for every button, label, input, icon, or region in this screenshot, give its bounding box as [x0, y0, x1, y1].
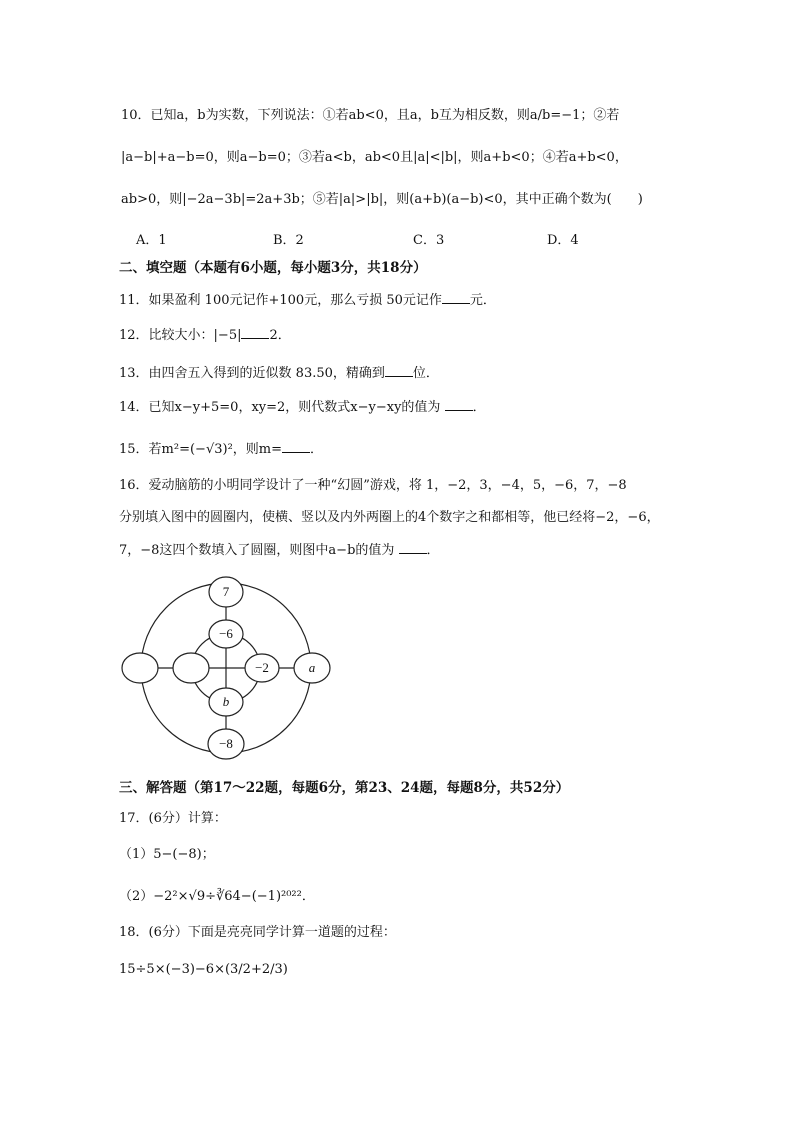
q10-option-d: D．4 — [547, 233, 579, 248]
q13-suffix: 位． — [412, 366, 439, 381]
q12 — [119, 327, 291, 344]
q15-text: 15．若m²=(−√3)²，则m= — [119, 442, 282, 457]
q14-text: 14．已知x−y+5=0，xy=2，则代数式x−y−xy的值为 — [119, 400, 441, 415]
q12-blank — [241, 327, 269, 339]
q16-suffix: ． — [426, 543, 440, 558]
q17-part2: （2）−2²×√9÷∛64−(−1)²⁰²²． — [119, 889, 315, 904]
q16-line2: 分别填入图中的圆圈内，使横、竖以及内外两圈上的4个数字之和都相等，他已经将−2，−6， — [119, 510, 660, 525]
q16-text: 7，−8这四个数填入了圆圈，则图中a−b的值为 — [119, 543, 395, 558]
magic-circle-figure — [118, 572, 338, 762]
node-left-inner — [173, 653, 209, 683]
q18-title: 18．(6分）下面是亮亮同学计算一道题的过程： — [119, 925, 396, 940]
q13-text: 13．由四舍五入得到的近似数 83.50，精确到 — [119, 366, 385, 381]
q10-option-c: C．3 — [413, 233, 445, 248]
q12-suffix: 2． — [269, 328, 291, 343]
q16-blank — [399, 542, 427, 554]
label-top-outer: 7 — [222, 583, 230, 599]
q10-option-a: A．1 — [136, 233, 167, 248]
label-top-inner: −6 — [219, 625, 233, 641]
q10-line2: |a−b|+a−b=0，则a−b=0；③若a<b，ab<0且|a|<|b|，则a+b<0；④若a+b<0， — [121, 150, 628, 165]
label-bottom-outer: −8 — [219, 735, 233, 751]
q16-line3 — [119, 542, 440, 559]
section3-title: 三、解答题（第17～22题，每题6分，第23、24题，每题8分，共52分） — [119, 780, 570, 796]
section2-title: 二、填空题（本题有6小题，每小题3分，共18分） — [119, 260, 427, 276]
q14-blank — [445, 399, 473, 411]
q15-suffix: ． — [310, 442, 324, 457]
q11 — [119, 292, 496, 309]
label-right-inner: −2 — [255, 659, 269, 675]
q17-title: 17．(6分）计算： — [119, 811, 227, 826]
q10-line3: ab>0，则|−2a−3b|=2a+3b；⑤若|a|>|b|，则(a+b)(a−b)<0，其中正确个数为( ) — [121, 192, 643, 207]
q15-blank — [282, 441, 310, 453]
q10-line1: 10．已知a，b为实数，下列说法：①若ab<0，且a，b互为相反数，则a/b=−1；②若 — [121, 108, 620, 123]
q11-blank — [442, 292, 470, 304]
q16-line1: 16．爱动脑筋的小明同学设计了一种“幻圆”游戏，将 1，−2，3，−4，5，−6，7，−8 — [119, 478, 627, 493]
q11-suffix: 元． — [469, 293, 496, 308]
q14-suffix: ． — [472, 400, 486, 415]
node-left-outer — [122, 653, 158, 683]
q11-text: 11．如果盈利 100元记作+100元，那么亏损 50元记作 — [119, 293, 442, 308]
q12-text: 12．比较大小：|−5| — [119, 328, 242, 343]
q15 — [119, 441, 323, 458]
q13-blank — [385, 365, 413, 377]
label-bottom-inner: b — [222, 693, 230, 709]
q14 — [119, 399, 486, 416]
q17-part1: （1）5−(−8)； — [119, 847, 215, 862]
q10-option-b: B．2 — [273, 233, 304, 248]
q13 — [119, 365, 439, 382]
label-right-outer: a — [308, 659, 316, 675]
q18-expression: 15÷5×(−3)−6×(3/2+2/3) — [119, 962, 288, 977]
